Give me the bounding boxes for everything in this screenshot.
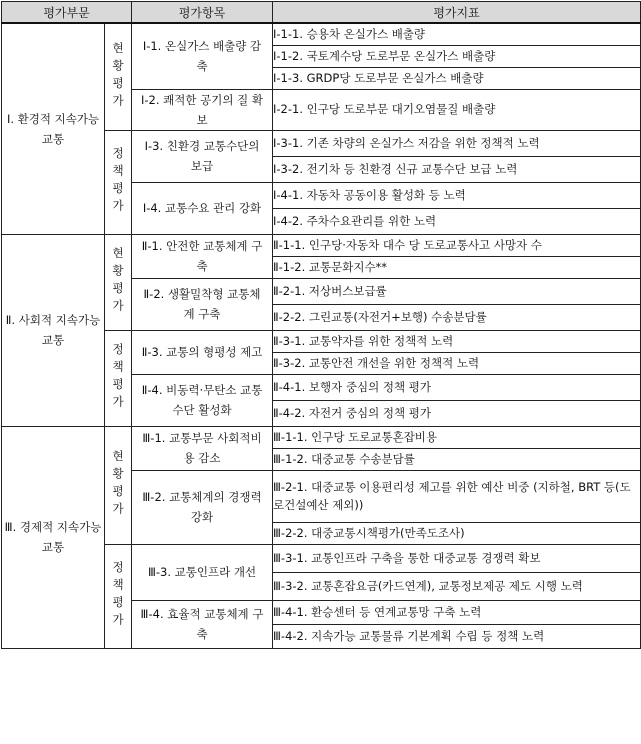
item-cell: Ⅰ-3. 친환경 교통수단의 보급 [132, 130, 273, 182]
table-row [2, 426, 641, 448]
indicator-cell: Ⅲ-3-2. 교통혼잡요금(카드연계), 교통정보제공 제도 시행 노력 [273, 572, 641, 600]
header-item: 평가항목 [132, 2, 273, 24]
evaluation-type [105, 234, 132, 330]
indicator-cell: Ⅲ-4-1. 환승센터 등 연계교통망 구축 노력 [273, 600, 641, 624]
evaluation-type-label: 현황평가 [111, 41, 125, 112]
indicator-cell: Ⅱ-2-2. 그린교통(자전거+보행) 수송분담률 [273, 304, 641, 330]
header-domain: 평가부문 [2, 2, 132, 24]
evaluation-type [105, 544, 132, 648]
item-cell: Ⅲ-2. 교통체계의 경쟁력 강화 [132, 470, 273, 544]
item-cell: Ⅱ-4. 비동력·무탄소 교통수단 활성화 [132, 374, 273, 426]
indicator-cell: Ⅱ-4-2. 자전거 중심의 정책 평가 [273, 400, 641, 426]
indicator-cell: Ⅰ-2-1. 인구당 도로부문 대기오염물질 배출량 [273, 89, 641, 130]
indicator-cell: Ⅰ-4-1. 자동차 공동이용 활성화 등 노력 [273, 182, 641, 208]
indicator-cell: Ⅲ-1-2. 대중교통 수송분담률 [273, 448, 641, 470]
indicator-cell: Ⅰ-1-1. 승용차 온실가스 배출량 [273, 23, 641, 45]
header-indicator: 평가지표 [273, 2, 641, 24]
evaluation-type-label: 정책평가 [111, 147, 125, 217]
indicator-cell: Ⅲ-2-2. 대중교통시책평가(만족도조사) [273, 522, 641, 544]
item-cell: Ⅰ-1. 온실가스 배출량 감축 [132, 23, 273, 89]
domain-title: Ⅲ. 경제적 지속가능교통 [4, 520, 102, 554]
indicator-cell: Ⅰ-3-2. 전기차 등 친환경 신규 교통수단 보급 노력 [273, 156, 641, 182]
indicator-cell: Ⅰ-1-3. GRDP당 도로부문 온실가스 배출량 [273, 67, 641, 89]
item-cell: Ⅰ-2. 쾌적한 공기의 질 확보 [132, 89, 273, 130]
evaluation-type [105, 23, 132, 130]
evaluation-table [1, 1, 641, 649]
indicator-cell: Ⅲ-4-2. 지속가능 교통물류 기본계획 수립 등 정책 노력 [273, 624, 641, 648]
domain-cell [2, 426, 105, 648]
domain-title: Ⅱ. 사회적 지속가능교통 [5, 313, 101, 347]
indicator-cell: Ⅰ-4-2. 주차수요관리를 위한 노력 [273, 208, 641, 234]
domain-cell [2, 234, 105, 426]
item-cell: Ⅱ-1. 안전한 교통체계 구축 [132, 234, 273, 278]
item-cell: Ⅲ-1. 교통부문 사회적비용 감소 [132, 426, 273, 470]
indicator-cell: Ⅱ-3-1. 교통약자를 위한 정책적 노력 [273, 330, 641, 352]
table-row [2, 23, 641, 45]
evaluation-type-label: 정책평가 [111, 561, 125, 631]
indicator-cell: Ⅱ-1-1. 인구당·자동차 대수 당 도로교통사고 사망자 수 [273, 234, 641, 256]
header-row [2, 2, 641, 24]
evaluation-type [105, 426, 132, 544]
evaluation-type [105, 130, 132, 234]
indicator-cell: Ⅲ-3-1. 교통인프라 구축을 통한 대중교통 경쟁력 확보 [273, 544, 641, 572]
evaluation-type-label: 현황평가 [111, 247, 125, 317]
evaluation-type [105, 330, 132, 426]
indicator-cell: Ⅱ-2-1. 저상버스보급률 [273, 278, 641, 304]
indicator-cell: Ⅱ-3-2. 교통안전 개선을 위한 정책적 노력 [273, 352, 641, 374]
domain-cell [2, 23, 105, 234]
item-cell: Ⅱ-3. 교통의 형평성 제고 [132, 330, 273, 374]
indicator-cell: Ⅱ-4-1. 보행자 중심의 정책 평가 [273, 374, 641, 400]
evaluation-type-label: 정책평가 [111, 343, 125, 413]
evaluation-type-label: 현황평가 [111, 450, 125, 520]
indicator-cell: Ⅲ-2-1. 대중교통 이용편리성 제고를 위한 예산 비중 (지하철, BRT 등(도로건설예산 제외)) [273, 470, 641, 522]
item-cell: Ⅰ-4. 교통수요 관리 강화 [132, 182, 273, 234]
item-cell: Ⅲ-3. 교통인프라 개선 [132, 544, 273, 600]
item-cell: Ⅱ-2. 생활밀착형 교통체계 구축 [132, 278, 273, 330]
indicator-cell: Ⅱ-1-2. 교통문화지수** [273, 256, 641, 278]
indicator-cell: Ⅲ-1-1. 인구당 도로교통혼잡비용 [273, 426, 641, 448]
indicator-cell: Ⅰ-1-2. 국토계수당 도로부문 온실가스 배출량 [273, 45, 641, 67]
table-row [2, 234, 641, 256]
domain-title: Ⅰ. 환경적 지속가능교통 [6, 111, 100, 146]
indicator-cell: Ⅰ-3-1. 기존 차량의 온실가스 저감을 위한 정책적 노력 [273, 130, 641, 156]
item-cell: Ⅲ-4. 효율적 교통체계 구축 [132, 600, 273, 648]
